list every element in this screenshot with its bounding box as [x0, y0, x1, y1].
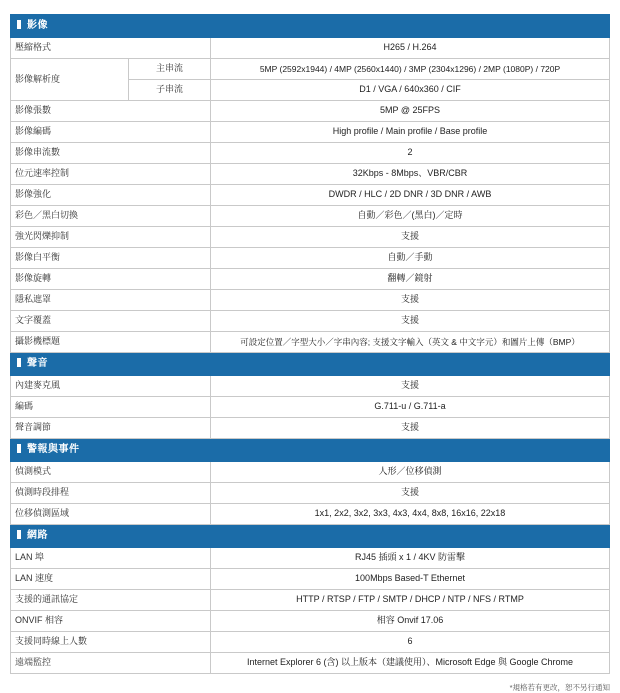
- row-label: 影像旋轉: [11, 269, 211, 290]
- row-value: 支援: [211, 418, 610, 439]
- row-value: 100Mbps Based-T Ethernet: [211, 569, 610, 590]
- row-value: 支援: [211, 483, 610, 504]
- row-label: 強光閃爍抑制: [11, 227, 211, 248]
- row-sublabel: 子串流: [129, 80, 211, 101]
- row-value: 2: [211, 143, 610, 164]
- row-value: 支援: [211, 376, 610, 397]
- table-row: [11, 311, 610, 332]
- section-title-cell: [11, 353, 610, 376]
- row-label: 彩色／黑白切換: [11, 206, 211, 227]
- row-label: 影像編碼: [11, 122, 211, 143]
- table-row: [11, 569, 610, 590]
- row-sublabel: 主串流: [129, 59, 211, 80]
- row-value: 人形／位移偵測: [211, 462, 610, 483]
- table-row: [11, 143, 610, 164]
- table-row: [11, 462, 610, 483]
- table-row: [11, 59, 610, 80]
- row-value: 自動／手動: [211, 248, 610, 269]
- row-label: 支援同時線上人數: [11, 632, 211, 653]
- table-row: [11, 227, 610, 248]
- row-value: 支援: [211, 227, 610, 248]
- table-row: [11, 376, 610, 397]
- row-label: LAN 埠: [11, 548, 211, 569]
- table-row: [11, 548, 610, 569]
- table-row: [11, 590, 610, 611]
- row-value: 翻轉／鏡射: [211, 269, 610, 290]
- row-value: DWDR / HLC / 2D DNR / 3D DNR / AWB: [211, 185, 610, 206]
- section-title-text: 聲音: [27, 357, 48, 369]
- row-value: Internet Explorer 6 (含) 以上版本（建議使用）、Microsoft Edge 與 Google Chrome: [211, 653, 610, 674]
- section-bullet-icon: [17, 444, 21, 453]
- row-label: 偵測模式: [11, 462, 211, 483]
- row-label: 偵測時段排程: [11, 483, 211, 504]
- section-bullet-icon: [17, 358, 21, 367]
- table-row: [11, 397, 610, 418]
- table-row: [11, 38, 610, 59]
- section-bullet-icon: [17, 530, 21, 539]
- table-row: [11, 185, 610, 206]
- row-label: ONVIF 相容: [11, 611, 211, 632]
- row-label: 遠端監控: [11, 653, 211, 674]
- section-header-audio: [11, 353, 610, 376]
- row-value: 可設定位置／字型大小／字串內容; 支援文字輸入（英文 & 中文字元）和圖片上傳（BMP）: [211, 332, 610, 353]
- row-value: 5MP (2592x1944) / 4MP (2560x1440) / 3MP (2304x1296) / 2MP (1080P) / 720P: [211, 59, 610, 80]
- section-header-network: [11, 525, 610, 548]
- row-value: 32Kbps - 8Mbps、VBR/CBR: [211, 164, 610, 185]
- row-label: 文字覆蓋: [11, 311, 211, 332]
- table-row: [11, 483, 610, 504]
- spec-table-body: [11, 15, 610, 674]
- table-row: [11, 418, 610, 439]
- row-label: 隱私遮罩: [11, 290, 211, 311]
- row-label: 內建麥克風: [11, 376, 211, 397]
- row-label: 位元速率控制: [11, 164, 211, 185]
- row-label: 影像強化: [11, 185, 211, 206]
- footnote: *規格若有更改，恕不另行通知: [509, 683, 610, 692]
- row-label: 支援的通訊協定: [11, 590, 211, 611]
- table-row: [11, 632, 610, 653]
- table-row: [11, 653, 610, 674]
- row-value: High profile / Main profile / Base profile: [211, 122, 610, 143]
- specification-table: [10, 14, 610, 674]
- row-label: 攝影機標題: [11, 332, 211, 353]
- section-title-cell: [11, 439, 610, 462]
- table-row: [11, 332, 610, 353]
- row-label: 影像串流數: [11, 143, 211, 164]
- row-label: 影像張數: [11, 101, 211, 122]
- table-row: [11, 269, 610, 290]
- row-value: D1 / VGA / 640x360 / CIF: [211, 80, 610, 101]
- section-bullet-icon: [17, 20, 21, 29]
- table-row: [11, 164, 610, 185]
- row-value: G.711-u / G.711-a: [211, 397, 610, 418]
- row-label: 編碼: [11, 397, 211, 418]
- row-label: 位移偵測區域: [11, 504, 211, 525]
- table-row: [11, 248, 610, 269]
- table-row: [11, 122, 610, 143]
- row-label: 影像解析度: [11, 59, 129, 101]
- row-value: 6: [211, 632, 610, 653]
- section-title-text: 網路: [27, 529, 48, 541]
- row-label: LAN 速度: [11, 569, 211, 590]
- table-row: [11, 611, 610, 632]
- section-title-cell: [11, 525, 610, 548]
- section-title-text: 警報與事件: [27, 443, 80, 455]
- row-value: 相容 Onvif 17.06: [211, 611, 610, 632]
- row-value: H265 / H.264: [211, 38, 610, 59]
- section-title-text: 影像: [27, 19, 48, 31]
- row-value: 支援: [211, 290, 610, 311]
- row-value: 5MP @ 25FPS: [211, 101, 610, 122]
- section-title-cell: [11, 15, 610, 38]
- table-row: [11, 101, 610, 122]
- row-label: 壓縮格式: [11, 38, 211, 59]
- row-value: 支援: [211, 311, 610, 332]
- row-label: 影像白平衡: [11, 248, 211, 269]
- section-header-alarm-events: [11, 439, 610, 462]
- section-header-video: [11, 15, 610, 38]
- table-row: [11, 504, 610, 525]
- row-value: 自動／彩色／(黑白)／定時: [211, 206, 610, 227]
- table-row: [11, 290, 610, 311]
- row-value: RJ45 插頭 x 1 / 4KV 防雷擊: [211, 548, 610, 569]
- row-label: 聲音調節: [11, 418, 211, 439]
- table-row: [11, 206, 610, 227]
- row-value: 1x1, 2x2, 3x2, 3x3, 4x3, 4x4, 8x8, 16x16, 22x18: [211, 504, 610, 525]
- row-value: HTTP / RTSP / FTP / SMTP / DHCP / NTP / NFS / RTMP: [211, 590, 610, 611]
